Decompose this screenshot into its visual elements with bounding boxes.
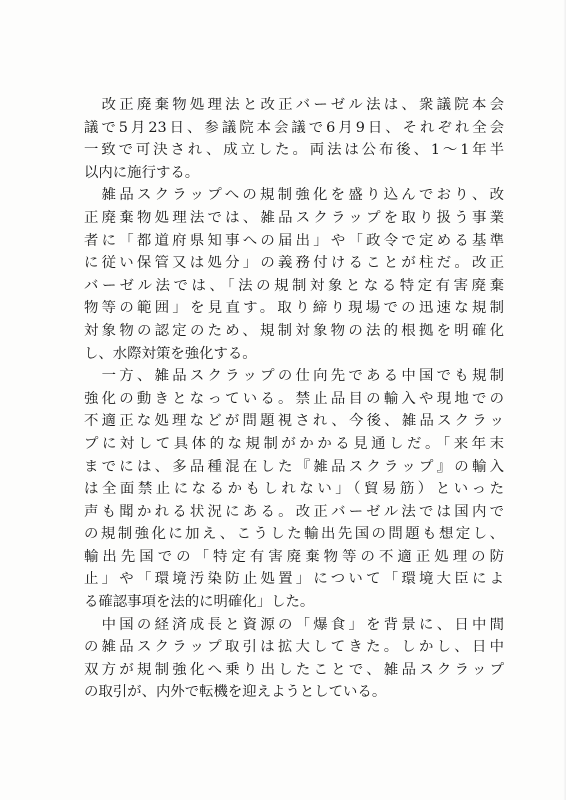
paragraph <box>84 94 504 184</box>
text-line: 物等の範囲」を見直す。取り締り現場での迅速な規制 <box>84 300 504 317</box>
text-line: プに対して具体的な規制がかかる見通しだ。「来年末 <box>84 435 504 452</box>
text-line: は全面禁止になるかもしれない」（貿易筋）といった <box>84 481 504 498</box>
text-line: 輸出先国での「特定有害廃棄物等の不適正処理の防 <box>84 548 504 565</box>
article-body <box>84 94 504 704</box>
text-line: 改正廃棄物処理法と改正バーゼル法は、衆議院本会 <box>84 97 504 113</box>
text-line: 正廃棄物処理法では、雑品スクラップを取り扱う事業 <box>84 209 504 226</box>
text-line: 中国の経済成長と資源の「爆食」を背景に、日中間 <box>84 616 504 633</box>
text-line: 一方、雑品スクラップの仕向先である中国でも規制 <box>84 368 504 385</box>
text-line: 声も聞かれる状況にある。改正バーゼル法では国内で <box>84 503 504 520</box>
text-line: の規制強化に加え、こうした輸出先国の問題も想定し、 <box>84 526 504 543</box>
text-line: 止」や「環境汚染防止処置」について「環境大臣によ <box>84 571 504 588</box>
paragraph <box>84 365 504 614</box>
text-line: までには、多品種混在した『雑品スクラップ』の輸入 <box>84 458 504 475</box>
text-line: の雑品スクラップ取引は拡大してきた。しかし、日中 <box>84 639 504 656</box>
text-line: の取引が、内外で転機を迎えようとしている。 <box>84 684 387 701</box>
text-line: 強化の動きとなっている。禁止品目の輸入や現地での <box>84 390 504 407</box>
text-line: 不適正な処理などが問題視され、今後、雑品スクラッ <box>84 413 504 430</box>
text-line: 一致で可決され、成立した。両法は公布後、1〜1年半 <box>84 142 504 159</box>
text-line: 者に「都道府県知事への届出」や「政令で定める基準 <box>84 232 504 249</box>
text-line: 雑品スクラップへの規制強化を盛り込んでおり、改 <box>84 187 504 204</box>
text-line: 対象物の認定のため、規制対象物の法的根拠を明確化 <box>84 322 504 339</box>
text-line: 以内に施行する。 <box>84 164 200 181</box>
text-line: バーゼル法では、「法の規制対象となる特定有害廃棄 <box>84 277 504 294</box>
text-line: る確認事項を法的に明確化」した。 <box>84 594 315 611</box>
text-line: し、水際対策を強化する。 <box>84 345 257 362</box>
paragraph <box>84 184 504 365</box>
paragraph <box>84 614 504 704</box>
text-line: 議で5月23日、参議院本会議で6月9日、それぞれ全会 <box>84 119 504 136</box>
text-line: 双方が規制強化へ乗り出したことで、雑品スクラップ <box>84 661 504 678</box>
text-line: に従い保管又は処分」の義務付けることが柱だ。改正 <box>84 255 504 272</box>
